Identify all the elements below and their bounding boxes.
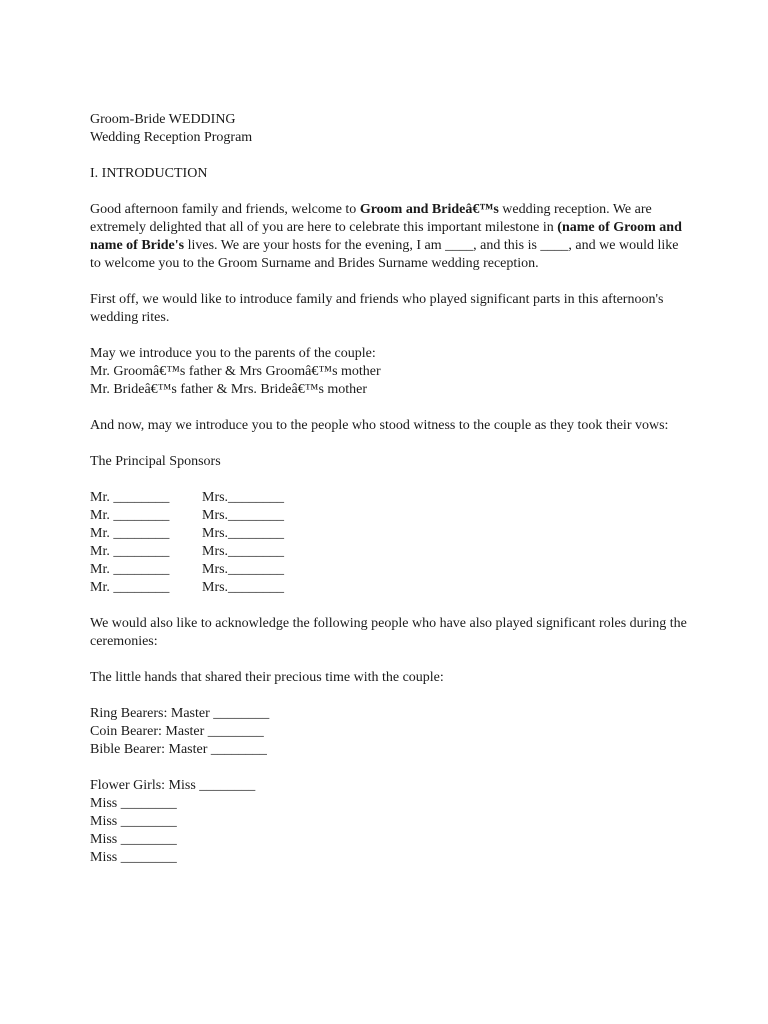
document-page	[90, 111, 690, 867]
sponsors-list	[90, 489, 690, 597]
welcome-text-e: lives. We are your hosts for the evening, I am ____, and this is ____, and we would like to welcome you to the Groom Surname and Brides Surname wedding reception.	[90, 238, 679, 271]
sponsor-row	[90, 525, 690, 543]
sponsor-row	[90, 579, 690, 597]
sponsor-row	[90, 561, 690, 579]
sponsor-mr: Mr. ________	[90, 508, 170, 523]
names-placeholder-bold: (name of Groom and name of Bride's	[90, 220, 682, 253]
sponsor-mrs: Mrs.________	[202, 508, 285, 523]
document-subtitle: Wedding Reception Program	[90, 130, 253, 145]
sponsor-row	[90, 507, 690, 525]
introduce-family-paragraph: First off, we would like to introduce family and friends who played significant parts in this afternoon's wedding rites.	[90, 292, 664, 325]
flower-girl-miss: Miss ________	[90, 850, 177, 865]
section-heading: I. INTRODUCTION	[90, 166, 208, 181]
little-hands-heading: The little hands that shared their precious time with the couple:	[90, 670, 444, 685]
sponsor-row	[90, 489, 690, 507]
witness-paragraph: And now, may we introduce you to the people who stood witness to the couple as they took their vows:	[90, 418, 669, 433]
sponsor-mr: Mr. ________	[90, 562, 170, 577]
sponsor-mr: Mr. ________	[90, 490, 170, 505]
welcome-text-c: wedding reception. We are extremely delighted that all of you are here to celebrate this important milestone in	[90, 202, 652, 235]
flower-girl-miss: Miss ________	[90, 796, 177, 811]
sponsor-mrs: Mrs.________	[202, 580, 285, 595]
welcome-text-a: Good afternoon family and friends, welcome to	[90, 202, 360, 217]
ring-bearers: Ring Bearers: Master ________	[90, 706, 270, 721]
sponsor-mrs: Mrs.________	[202, 526, 285, 541]
welcome-paragraph	[90, 201, 690, 273]
sponsor-row	[90, 543, 690, 561]
couple-name-bold: Groom and Brideâ€™s	[359, 202, 499, 217]
parents-intro: May we introduce you to the parents of the couple:	[90, 346, 376, 361]
flower-girl-miss: Miss ________	[90, 832, 177, 847]
groom-parents: Mr. Groomâ€™s father & Mrs Groomâ€™s mother	[90, 364, 381, 379]
sponsors-heading: The Principal Sponsors	[90, 454, 221, 469]
flower-girl-miss: Miss ________	[90, 814, 177, 829]
sponsor-mrs: Mrs.________	[202, 490, 285, 505]
sponsor-mr: Mr. ________	[90, 544, 170, 559]
sponsor-mr: Mr. ________	[90, 526, 170, 541]
bible-bearer: Bible Bearer: Master ________	[90, 742, 267, 757]
bride-parents: Mr. Brideâ€™s father & Mrs. Brideâ€™s mother	[90, 382, 368, 397]
coin-bearer: Coin Bearer: Master ________	[90, 724, 264, 739]
sponsor-mr: Mr. ________	[90, 580, 170, 595]
document-title: Groom-Bride WEDDING	[90, 112, 236, 127]
acknowledge-paragraph: We would also like to acknowledge the following people who have also played significant roles during the ceremonies:	[90, 616, 687, 649]
sponsor-mrs: Mrs.________	[202, 544, 285, 559]
sponsor-mrs: Mrs.________	[202, 562, 285, 577]
flower-girls: Flower Girls: Miss ________	[90, 778, 256, 793]
